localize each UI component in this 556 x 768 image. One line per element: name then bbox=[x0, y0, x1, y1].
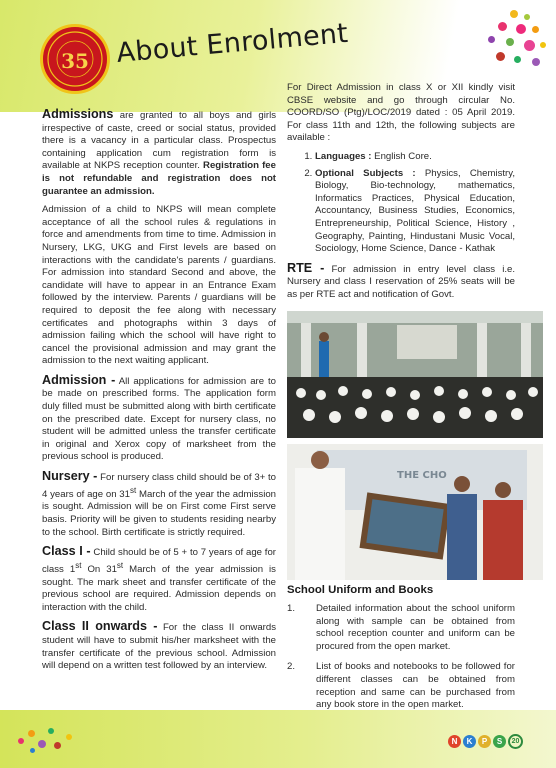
admission-forms-paragraph: Admission - All applications for admission are to be made on prescribed forms. The application form duly filled must be submitted along with birth certificate on the prescribed date. Except for nursery class, no student will be admitted unless the transfer certificate in original and Xerox copy of marksheet from the previous school is produced. bbox=[42, 372, 276, 463]
photo-banner-text: THE CHO bbox=[397, 470, 447, 481]
rte-paragraph: RTE - For admission in entry level class i.e. Nursery and class I reservation of 25% seats will be as per RTE act and notification of Govt. bbox=[287, 260, 515, 300]
admission-rules-paragraph: Admission of a child to NKPS will mean complete acceptance of all the school rules & regulations in force and amendments from time to time. Admission in Nursery, LKG, UKG and First levels are based on interactions with the candidate's parents / guardians. For admission into standard Second and above, the candidate will have to appear in an Entrance Exam followed by the interview. Parents / guardians will be required to deposit the fee along with necessary certificates and photographs within 3 days of admission failing which the school will have right to cancel the provisional admission and may grant the admission to the next waiting applicant. bbox=[42, 204, 276, 367]
footer-dots-icon bbox=[14, 720, 84, 760]
award-photo bbox=[287, 444, 543, 580]
admissions-heading: Admissions bbox=[42, 107, 114, 121]
auditorium-image-icon bbox=[287, 311, 543, 438]
brand-letter-n: N bbox=[448, 735, 461, 748]
admissions-paragraph: Admissions are granted to all boys and girls irrespective of caste, creed or social status, provided there is a vacancy in a particular class. Prospectus containing application cum registration form is available at NKPS reception counter. Registration fee is not refundable and registration does not guarantee an admission. bbox=[42, 107, 276, 197]
decorative-dots-icon bbox=[470, 8, 550, 78]
brand-letter-s: S bbox=[493, 735, 506, 748]
class2-heading: Class II onwards - bbox=[42, 619, 158, 634]
award-ceremony-image-icon bbox=[287, 444, 543, 580]
page-title: About Enrolment bbox=[115, 17, 350, 70]
class1-heading: Class I - bbox=[42, 544, 91, 559]
uniform-heading: School Uniform and Books bbox=[287, 584, 434, 596]
brand-letter-k: K bbox=[463, 735, 476, 748]
uniform-list bbox=[287, 603, 515, 720]
books-item: 2. List of books and notebooks to be followed for different classes can be obtained from reception and same can be purchased from any book store in the open market. bbox=[287, 661, 515, 711]
direct-admission-paragraph: For Direct Admission in class X or XII kindly visit CBSE website and go through circular No. COORD/SO (Ptg)/LOC/2019 dated : 05 April 2019. For class 11th and 12th, the following subjects are available : bbox=[287, 82, 515, 144]
uniform-item: 1. Detailed information about the school uniform along with sample can be obtained from school reception counter and uniform can be procured from the open market. bbox=[287, 603, 515, 652]
auditorium-photo bbox=[287, 311, 543, 438]
rte-heading: RTE - bbox=[287, 260, 325, 275]
nkps-brand-logo bbox=[448, 734, 523, 749]
brand-letter-p: P bbox=[478, 735, 491, 748]
admission-heading: Admission - bbox=[42, 372, 116, 387]
right-column bbox=[287, 82, 515, 308]
registration-note: Registration fee is not refundable and registration does not guarantee an admission. bbox=[42, 160, 276, 197]
left-column bbox=[42, 108, 276, 679]
subject-item-optional: 2. Optional Subjects : Physics, Chemistry, Biology, Bio-technology, mathematics, Informatics Practices, Physical Education, Accountancy, Business Studies, Economics, Entrepreneurship, Political Science, History , Geography, Painting, Hindustani Music Vocal, Sociology, Home Science, Dance - Kathak bbox=[315, 168, 515, 256]
subjects-list bbox=[287, 151, 515, 256]
brand-number: 20 bbox=[508, 734, 523, 749]
school-logo bbox=[40, 24, 110, 94]
logo-number: 35 bbox=[61, 49, 89, 73]
class1-paragraph: Class I - Child should be of 5 + to 7 years of age for class 1st On 31st March of the year admission is sought. The mark sheet and transfer certificate of the previous school are required. Admission depends on interaction with the child. bbox=[42, 544, 276, 613]
nursery-paragraph: Nursery - For nursery class child should be of 3+ to 4 years of age on 31st March of the year the admission is sought. Admission will be on First come First serve basis. Priority will be given to students residing nearby to the school. Birth certificate is strictly required. bbox=[42, 469, 277, 538]
subject-item-languages: 1. Languages : English Core. bbox=[315, 151, 515, 164]
class2-paragraph: Class II onwards - For the class II onwards student will have to submit his/her marksheet with the transfer certificate of the previous school. Admission will depend on a written test followed by an interview. bbox=[42, 619, 276, 672]
nursery-heading: Nursery - bbox=[42, 469, 98, 484]
